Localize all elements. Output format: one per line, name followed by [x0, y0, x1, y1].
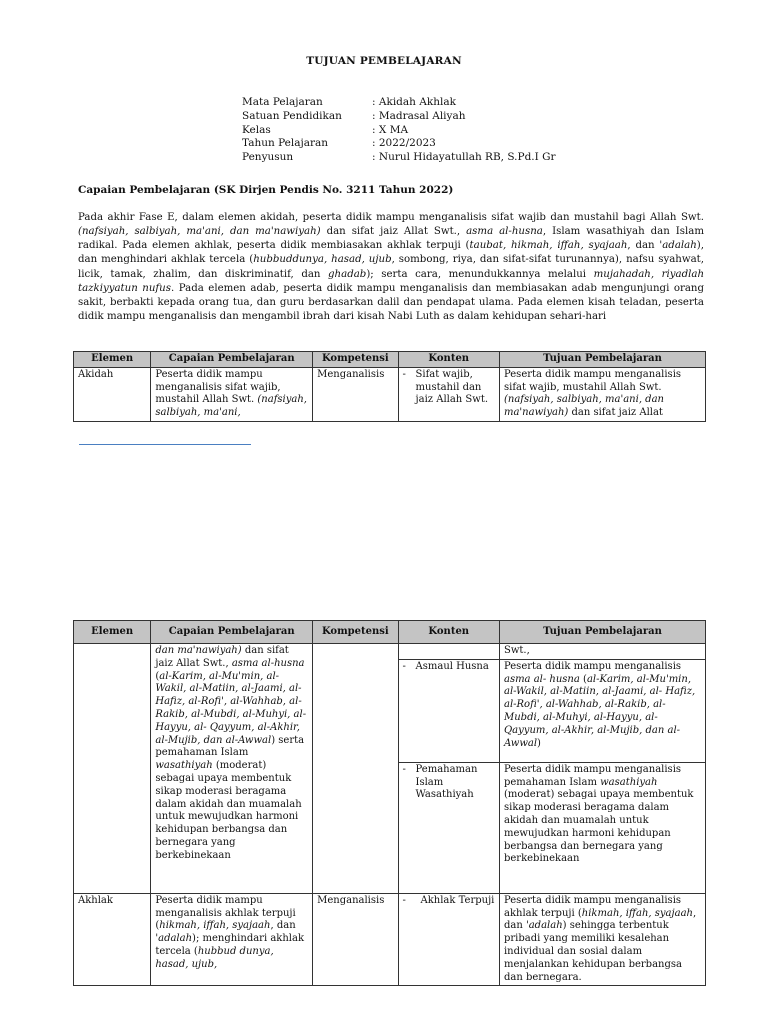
text-run: dan sifat jaiz Allat Swt.,	[320, 226, 467, 238]
italic-text: dan ma'nawiyah)	[155, 645, 242, 656]
italic-text: asma al-husna	[466, 226, 543, 238]
bullet-text: Akhlak Terpuji	[420, 894, 495, 906]
cell-konten	[398, 893, 499, 986]
text-run: (moderat) sebagai upaya membentuk sikap moderasi beragama dalam akidah dan muamalah untuk mewujudkan harmoni kehidupan berbangsa dan bernegara yang berkebinekaan	[503, 789, 694, 865]
header-capaian: Capaian Pembelajaran	[151, 621, 313, 644]
text-run: ) serta pemahaman Islam	[155, 734, 305, 759]
learning-table-2	[73, 620, 706, 986]
italic-text: (nafsiyah, salbiyah, ma'ani, dan ma'nawiyah)	[78, 226, 321, 238]
text-run: Peserta didik mampu menganalisis sifat wajib, mustahil Allah Swt.	[503, 368, 682, 393]
meta-label: Tahun Pelajaran	[242, 137, 329, 150]
cell-konten	[398, 762, 499, 893]
text-run: . Pada elemen adab, peserta didik mampu menganalisis dan membiasakan adab mengunjungi orang sakit, berbakti kepada orang tua, dan guru berdasarkan dalil dan pendapat ulama. Pada elemen kisah teladan, peserta didik mampu menganalisis dan mengambil ibrah dari kisah Nabi Luth as dalam kehidupan sehari-hari	[78, 282, 704, 323]
text-run: (	[155, 670, 160, 682]
cell-kompetensi: Menganalisis	[313, 367, 398, 421]
text-run: ) sehingga terbentuk pribadi yang memiliki kesalehan individual dan sosial dalam menjalankan kehidupan berbangsa dan bernegara.	[503, 920, 682, 983]
italic-text: hikmah, iffah, syajaah	[581, 907, 693, 919]
header-elemen: Elemen	[74, 352, 151, 368]
learning-table-1	[73, 351, 706, 422]
text-run: dan sifat jaiz Allat Swt.,	[155, 645, 289, 669]
italic-text: 'adalah	[525, 920, 563, 932]
italic-text: mujahadah, riyadlah tazkiyyatun nufus	[78, 268, 705, 294]
italic-text: al-Karim, al-Mu'min, al-Wakil, al-Matiin, al-Jaami, al-Hafiz, al-Rofi', al-Wahhab, al-Rakib, al-Mubdi, al-Muhyi, al-Hayyu, al- Qayyum, al-Akhir, al-Mujib, dan al-Awwal	[155, 670, 307, 746]
cell-tujuan	[499, 762, 705, 893]
cell-kompetensi	[313, 644, 398, 894]
text-run: , dan	[503, 907, 697, 932]
document-title: TUJUAN PEMBELAJARAN	[306, 55, 462, 67]
table-header-row	[74, 621, 706, 644]
text-run: ); serta cara, menundukkannya melalui	[366, 268, 594, 280]
text-run: Peserta didik mampu menganalisis akhlak terpuji (	[503, 894, 682, 919]
italic-text: asma al-husna	[231, 657, 305, 669]
meta-value: : 2022/2023	[372, 137, 436, 150]
meta-label: Satuan Pendidikan	[242, 109, 342, 122]
cell-tujuan	[499, 893, 705, 986]
header-elemen: Elemen	[74, 621, 151, 644]
text-run: Peserta didik mampu menganalisis	[503, 660, 682, 672]
cp-paragraph	[78, 211, 704, 324]
italic-text: hubbuddunya, hasad, ujub	[253, 254, 392, 266]
text-run: , dan	[270, 920, 296, 932]
bullet-dash: -	[402, 660, 406, 672]
meta-row	[242, 96, 556, 110]
table-row	[74, 367, 706, 421]
header-konten: Konten	[398, 621, 499, 644]
cell-capaian	[151, 893, 313, 986]
meta-row	[242, 124, 556, 138]
cell-elemen	[74, 644, 151, 894]
header-kompetensi: Kompetensi	[313, 352, 398, 368]
meta-value: : Madrasal Aliyah	[372, 109, 466, 122]
cell-elemen: Akidah	[74, 367, 151, 421]
bullet-text: Pemahaman Islam Wasathiyah	[415, 763, 478, 801]
footnote-separator	[79, 444, 251, 445]
text-run: (	[579, 673, 587, 685]
meta-row	[242, 110, 556, 124]
bullet-item	[403, 369, 495, 407]
text-run: Peserta didik mampu menganalisis pemahaman Islam	[503, 763, 682, 788]
italic-text: hubbud dunya, hasad, ujub,	[155, 945, 274, 970]
text-run: Peserta didik mampu menganalisis sifat wajib, mustahil Allah Swt.	[155, 368, 281, 406]
text-run: Pada akhir Fase E, dalam elemen akidah, peserta didik mampu menganalisis sifat wajib dan mustahil bagi Allah Swt.	[78, 212, 704, 223]
italic-text: 'adalah	[659, 240, 697, 252]
italic-text: wasathiyah	[600, 776, 658, 788]
italic-text: hikmah, iffah, syajaah	[159, 920, 271, 932]
meta-value: : Nurul Hidayatullah RB, S.Pd.I Gr	[372, 151, 556, 164]
meta-row	[242, 151, 556, 165]
header-tujuan: Tujuan Pembelajaran	[499, 621, 705, 644]
header-capaian: Capaian Pembelajaran	[151, 352, 313, 368]
italic-text: al-Karim, al-Mu'min, al-Wakil, al-Matiin, al-Jaami, al- Hafiz, al-Rofi', al-Wahhab, al-Rakib, al-Mubdi, al-Muhyi, al-Hayyu, al- Qayyum, al-Akhir, al-Mujib, dan al-Awwal	[503, 673, 696, 749]
meta-value: : X MA	[372, 123, 409, 136]
italic-text: (nafsiyah, salbiyah, ma'ani, dan ma'nawiyah)	[503, 394, 664, 419]
cell-konten	[398, 644, 499, 660]
italic-text: asma al- husna	[503, 673, 580, 685]
bullet-text: Sifat wajib, mustahil dan jaiz Allah Swt.	[415, 368, 489, 406]
text-run: (moderat) sebagai upaya membentuk sikap moderasi beragama dalam akidah dan muamalah untuk mewujudkan harmoni kehidupan berbangsa dan bernegara yang berkebinekaan	[155, 760, 302, 861]
cell-tujuan	[499, 367, 705, 421]
meta-label: Kelas	[242, 123, 271, 136]
table-header-row	[74, 352, 706, 368]
italic-text: (nafsiyah, salbiyah, ma'ani,	[155, 394, 307, 419]
bullet-dash: -	[402, 894, 406, 906]
bullet-dash: -	[402, 763, 406, 775]
bullet-item	[403, 764, 495, 802]
italic-text: ghadab	[328, 268, 367, 280]
header-tujuan: Tujuan Pembelajaran	[499, 352, 705, 368]
bullet-text: Asmaul Husna	[415, 660, 489, 672]
italic-text: 'adalah	[155, 933, 193, 945]
text-run: , sombong, riya, dan sifat-sifat turunannya), nafsu syahwat, licik, tamak, zhalim, dan diskriminatif, dan	[78, 254, 704, 280]
bullet-dash: -	[402, 368, 406, 380]
cell-capaian	[151, 367, 313, 421]
cell-elemen: Akhlak	[74, 893, 151, 986]
text-run: , dan	[627, 240, 660, 252]
italic-text: wasathiyah	[155, 760, 213, 772]
header-konten: Konten	[398, 352, 499, 368]
text-run: , Islam wasathiyah dan Islam radikal. Pada elemen akhlak, peserta didik membiasakan akhlak terpuji (	[78, 226, 704, 252]
meta-label: Penyusun	[242, 151, 294, 164]
meta-label: Mata Pelajaran	[242, 96, 323, 108]
header-kompetensi: Kompetensi	[313, 621, 398, 644]
cell-tujuan	[499, 659, 705, 762]
meta-value: : Akidah Akhlak	[372, 96, 456, 108]
text-run: ); menghindari akhlak tercela (	[155, 933, 305, 957]
bullet-item	[403, 661, 495, 674]
cell-kompetensi: Menganalisis	[313, 893, 398, 986]
cell-tujuan-continued: Swt.,	[499, 644, 705, 660]
italic-text: taubat, hikmah, iffah, syajaah	[469, 240, 628, 252]
table-row	[74, 893, 706, 986]
bullet-item	[403, 895, 495, 908]
text-run: ), dan menghindari akhlak tercela (	[78, 240, 705, 266]
cp-heading: Capaian Pembelajaran (SK Dirjen Pendis No. 3211 Tahun 2022)	[78, 184, 454, 196]
text-run: Peserta didik mampu menganalisis akhlak terpuji (	[155, 894, 296, 932]
metadata-block	[242, 96, 556, 165]
text-run: )	[537, 737, 541, 749]
meta-row	[242, 137, 556, 151]
table-row	[74, 644, 706, 660]
cell-konten	[398, 659, 499, 762]
cell-capaian-continued	[151, 644, 313, 894]
text-run: dan sifat jaiz Allat	[568, 407, 663, 419]
cell-konten	[398, 367, 499, 421]
